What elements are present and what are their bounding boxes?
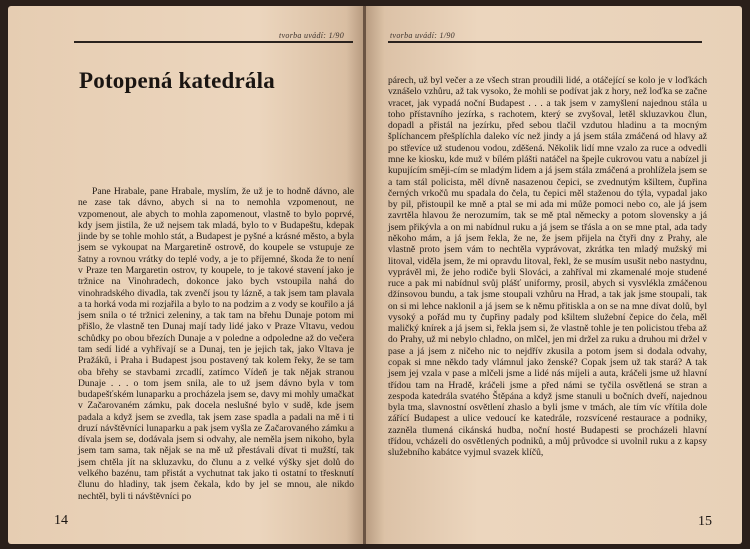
running-head: tvorba uvádí: 1/90 (279, 31, 344, 40)
open-book (8, 6, 742, 544)
header-rule (74, 41, 353, 43)
page-number: 14 (54, 513, 68, 528)
header-rule (388, 41, 702, 43)
body-text: párech, už byl večer a ze všech stran proudili lidé, a otáčející se kolo je v loďkách vznášelo vzhůru, až tak vysoko, že mohli se podívat jak z hory, než loďka se začne vracet, jak vypadá noční Budapest . . . a tak jsem v zamyšlení najednou stála u toho přístavního jezírka, s rachotem, který se zvyšoval, letěl skluzavkou člun, dopadl a přistál na jezírku, před sebou tlačil vzdutou hladinu a ta mocným šplíchancem přešplíchla daleko víc než jindy a já jsem stála zmáčená od hlavy až po střevíce už studenou vodou, zděšená. Několik lidí mne vzalo za ruce a odvedli mne ke kiosku, kde muž v bílém plášti natáčel na špejle cukrovou vatu a nabízel ji kupujícím směji-cím se mladým lidem a já jsem stála zmáčená a prohlížela jsem se a tam stál policista, měl dívně nasazenou čepici, se zvednutým kšiltem, čupřina černých vrkočů mu spadala do čela, tu čepici měl staženou do týla, vypadal jako by pil, přistoupil ke mně a ptal se mi ada mi může pomoci nebo co, ale já jsem zavrtěla hlavou že nerozumím, tak se mě ptal německy a potom slovensky a já jsem přikývla a on mi nabídnul ruku a já jsem se třásla a on se mne ptal, ada tady někoho mám, a já jsem řekla, že ne, že jsem přijela na čtyři dny z Prahy, ale vlastně proto jsem vám to nechtěla vyprávovat, zkrátka ten mladý mužský mi litoval, viděla jsem, že mi opravdu litoval, řekl, že se musím usušit nebo nastydnu, vyprávěl mi, že jeho rodiče byli Slováci, a zahříval mi zkamenalé moje studené ruce a pak mi nabídnul svůj plášť uniformy, prosil, abych si vysvlékla zmáčenou džínsovou bundu, a tak jsme stoupali vzhůru na Hrad, a tak jak jsme stoupali, tak on si mi lehce naklonil a já jsem se k němu přitiskla a on se na mne dívat dolů, byl vysoký a pořád mu ty čupřiny padaly pod kšiltem služební čepice do čela, měl maličký knírek a já jsem si, řekla jsem si, že vlastně tohle je ten policistou třeba až do Prahy, už mi nebylo chladno, on mlčel, jen mi držel za ruku a druhou mi držel v pase a já jsem z ničeho nic to nejdřív zkusila a potom jsem si dodala odvahy, copak si mne někdo tady vlámnul jako ženské? Copak jsem už tak stará? A tak jsem jej vzala v pase a mlčeli jsme a lidé nás míjeli a auta, kráčeli jsme už hlavní třídou tam na Hradě, kráčeli jsme a před námi se tyčila osvětlená se stran a zespoda katedrála svatého Štěpána a když jsme stanuli u bočních dveří, najednou byla tma, slavnostní osvětlení zhaslo a byli jsme v tmách, ale tím víc vřítila dole zářící Budapest a ulice vedoucí ke katedrále, rozsvícené restaurace a podniky, zazněla tlumená cikánská hudba, noční hosté Budapesti se procházeli hlavní třídou, vcházeli do osvětlených podniků, a můj průvodce si uvolnil ruku a z kapsy služebního kabátce vyjmul svazek klíčů, (388, 75, 707, 459)
left-page (8, 6, 364, 544)
page-number: 15 (698, 514, 712, 529)
right-page (366, 6, 742, 544)
running-head: tvorba uvádí: 1/90 (390, 31, 455, 40)
body-text: Pane Hrabale, pane Hrabale, myslím, že už je to hodně dávno, ale ne zase tak dávno, abych si na to nemohla vzpomenout, ne vzpomenout, ale abych to mohla zapomenout, vlastně to bylo poprvé, kdy jsem jistila, že už nejsem tak mladá, bylo to v Budapeštu, kdepak jinde by se tohle mohlo stát, a Budapest je pyšné a krásné město, a byla jsem se vykoupat na Margaretině ostrově, do koupele se vstupuje ze šatny a rovnou vrátky do teplé vody, a je to příjemné, škoda že to není v Praze ten Margaretin ostrov, ty koupele, to je takové stavení jako je tržnice na Vinohradech, dokonce jako bych vstoupila nahá do vinohradského divadla, tak zvenčí jsou ty lázně, a tak jsem tam plavala a ta horká voda mi rozjařila a bylo to na podzim a z vody se kouřilo a já jsem snila o té tržnici zeleniny, a tak tam na břehu Dunaje potom mi přišlo, že vlastně ten Dunaj mají tady lidé jako v Praze Vltavu, vedou schůdky po obou březích Dunaje a v poledne a odpoledne až do večera tam sedí lidé a vyhřívají se a Dunaj, ten je jejich tak, jako Vltava je Pražáků, i Praha i Budapest jsou postavený tak kolem řeky, že se tam oba břehy se stavbami zrcadlí, zatímco Vídeň je tak nějak stranou Dunaje . . . o tom jsem snila, ale to už jsem dávno byla v tom budapešťském lunaparku a procházela jsem se, davy mi mohly umačkat v Začarovaném zámku, pak docela neslušné bylo v sudě, kde jsem padala a když jsem se zvedla, tak jsem zase spadla a padali na mě i ti druzí návštěvníci lunaparku a pak jsem vyšla ze Začarovaného zámku a dívala jsem se, dodávala jsem si odvahy, ale neměla jsem nikoho, byla jsem tam sama, tak nějak se na mě už přestávali dívat ti mužští, tak jsem chtěla jít na skluzavku, do člunu a z velké výšky sjet dolů do velkého bazénu, tam přistát a vychutnat tak jako ti ostatní to třesknutí člunu do hladiny, tak jsem čekala, kdo by jel se mnou, ale nikdo nechtěl, byli ti návštěvníci po (78, 186, 354, 502)
article-title: Potopená katedrála (79, 68, 275, 93)
